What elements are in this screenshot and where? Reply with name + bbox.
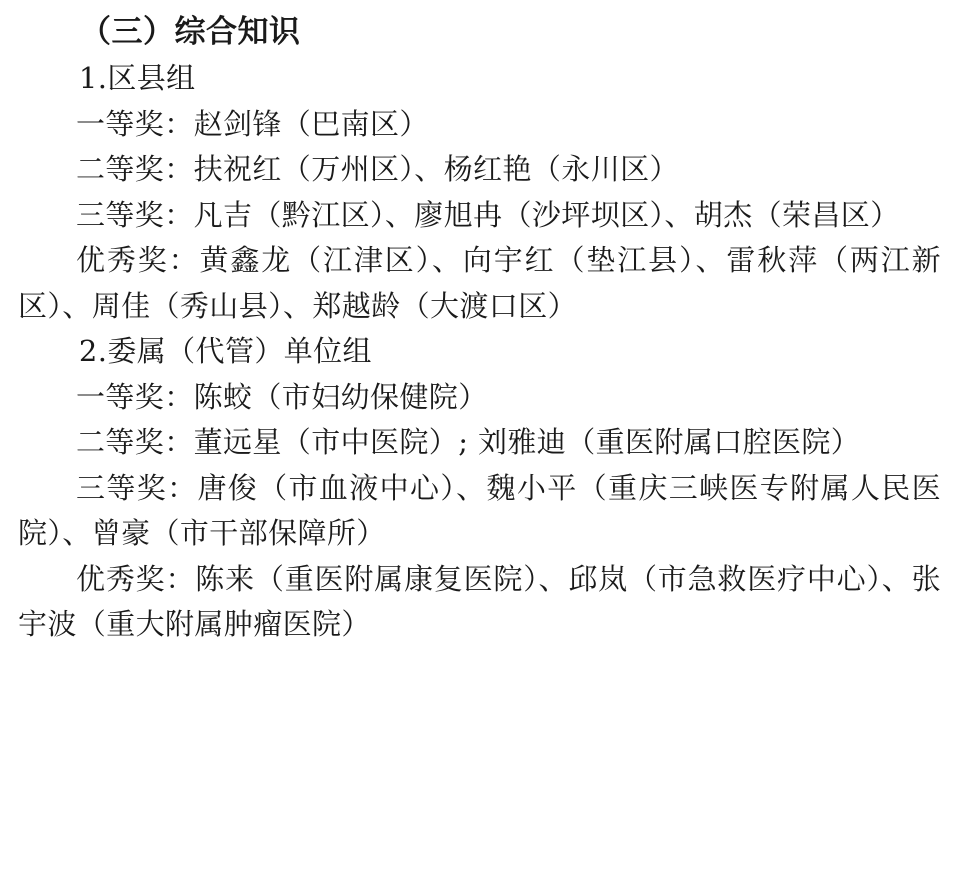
group-1-third-prize: 三等奖：凡吉（黔江区）、廖旭冉（沙坪坝区）、胡杰（荣昌区） (76, 197, 900, 232)
group-1-excellence-prize: 优秀奖：黄鑫龙（江津区）、向宇红（垫江县）、雷秋萍（两江新区）、周佳（秀山县）、郑越龄（大渡口区） (18, 243, 941, 323)
group-1-first-prize: 一等奖：赵剑锋（巴南区） (76, 106, 429, 141)
group-2-first-prize: 一等奖：陈蛟（市妇幼保健院） (76, 379, 488, 414)
group-2-second-prize: 二等奖：董远星（市中医院）; 刘雅迪（重医附属口腔医院） (76, 425, 861, 460)
group-2-title: 2.委属（代管）单位组 (78, 334, 372, 369)
group-1-title: 1.区县组 (78, 61, 196, 96)
group-2-excellence-prize: 优秀奖：陈来（重医附属康复医院）、邱岚（市急救医疗中心）、张宇波（重大附属肿瘤医院） (18, 561, 941, 642)
section-heading: （三）综合知识 (80, 14, 301, 50)
group-1-second-prize: 二等奖：扶祝红（万州区）、杨红艳（永川区） (76, 152, 679, 187)
group-2-third-prize: 三等奖：唐俊（市血液中心）、魏小平（重庆三峡医专附属人民医院）、曾豪（市干部保障所） (18, 470, 941, 551)
